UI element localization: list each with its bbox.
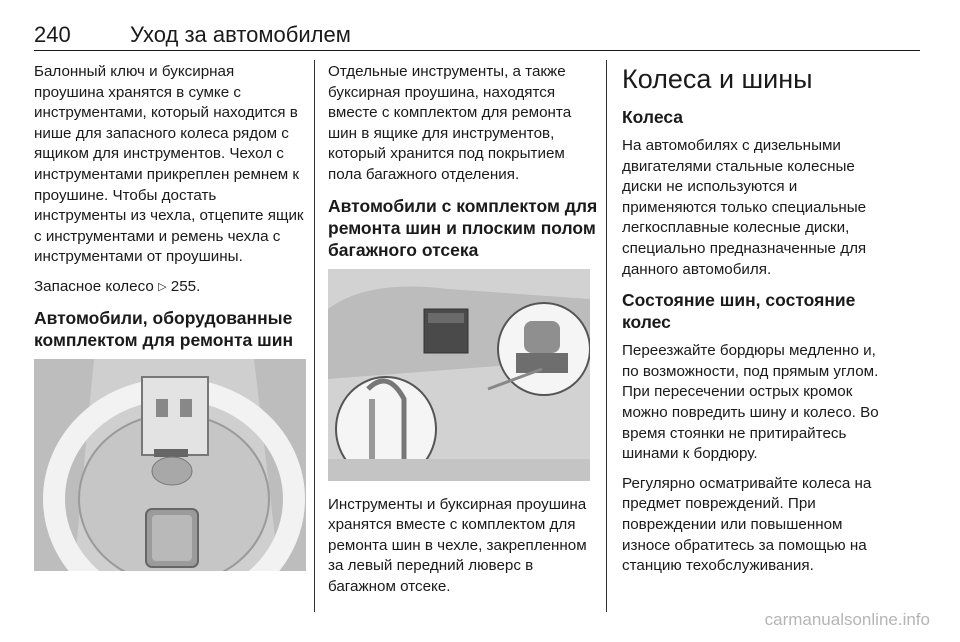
page-title: Уход за автомобилем <box>130 22 351 47</box>
paragraph: Отдельные инструменты, а также буксирная проушина, находятся вместе с комплектом для ремонта шин в ящике для инструментов, который хранится под покрытием пола багажного отделения. <box>328 63 572 183</box>
figure-caption: Инструменты и буксирная проушина хранятся вместе с комплектом для ремонта шин в чехле, закрепленном за левый передний люверс в багажном отсеке. <box>328 495 587 595</box>
column-left <box>34 62 306 571</box>
column-divider <box>314 60 315 612</box>
section-heading: Колеса <box>622 107 684 127</box>
section-heading: Состояние шин, состояние колес <box>622 290 856 333</box>
page-header <box>34 20 920 51</box>
watermark: carmanualsonline.info <box>764 610 930 629</box>
page-number: 240 <box>34 22 71 47</box>
spare-wheel-well-photo <box>34 359 306 571</box>
paragraph: Балонный ключ и буксирная проушина хранятся в сумке с инструментами, который находится в нише для запасного колеса рядом с ящиком для инструментов. Чехол с инструментами прикреплен ремнем к проушине. Чтобы достать инструменты из чехла, отцепите ящик с инструментами и ремень чехла с инструментами от проушины. <box>34 63 304 266</box>
cross-reference <box>34 277 306 298</box>
paragraph: Регулярно осматривайте колеса на предмет повреждений. При повреждении или повышенном износе обратитесь за помощью на станцию техобслуживания. <box>622 474 872 575</box>
column-right <box>622 62 894 586</box>
paragraph: Переезжайте бордюры медленно и, по возможности, под прямым углом. При пересечении острых кромок можно повредить шину и колесо. Во время стоянки не притирайтесь шинами к бордюру. <box>622 342 879 463</box>
page-ref-arrow-icon: ▷ <box>158 280 167 293</box>
chapter-title: Колеса и шины <box>622 64 813 94</box>
column-divider <box>606 60 607 612</box>
column-middle <box>328 62 598 607</box>
cross-reference-text: Запасное колесо <box>34 277 154 295</box>
paragraph: На автомобилях с дизельными двигателями стальные колесные диски не используются и применяются только специальные легкосплавные колесные диски, специально предназначенные для данного автомобиля. <box>622 137 867 278</box>
trunk-tool-kit-photo <box>328 269 590 481</box>
section-heading: Автомобили с комплектом для ремонта шин и плоским полом багажного отсека <box>328 195 598 260</box>
cross-reference-page: 255. <box>170 277 201 295</box>
section-heading: Автомобили, оборудованные комплектом для ремонта шин <box>34 307 294 350</box>
